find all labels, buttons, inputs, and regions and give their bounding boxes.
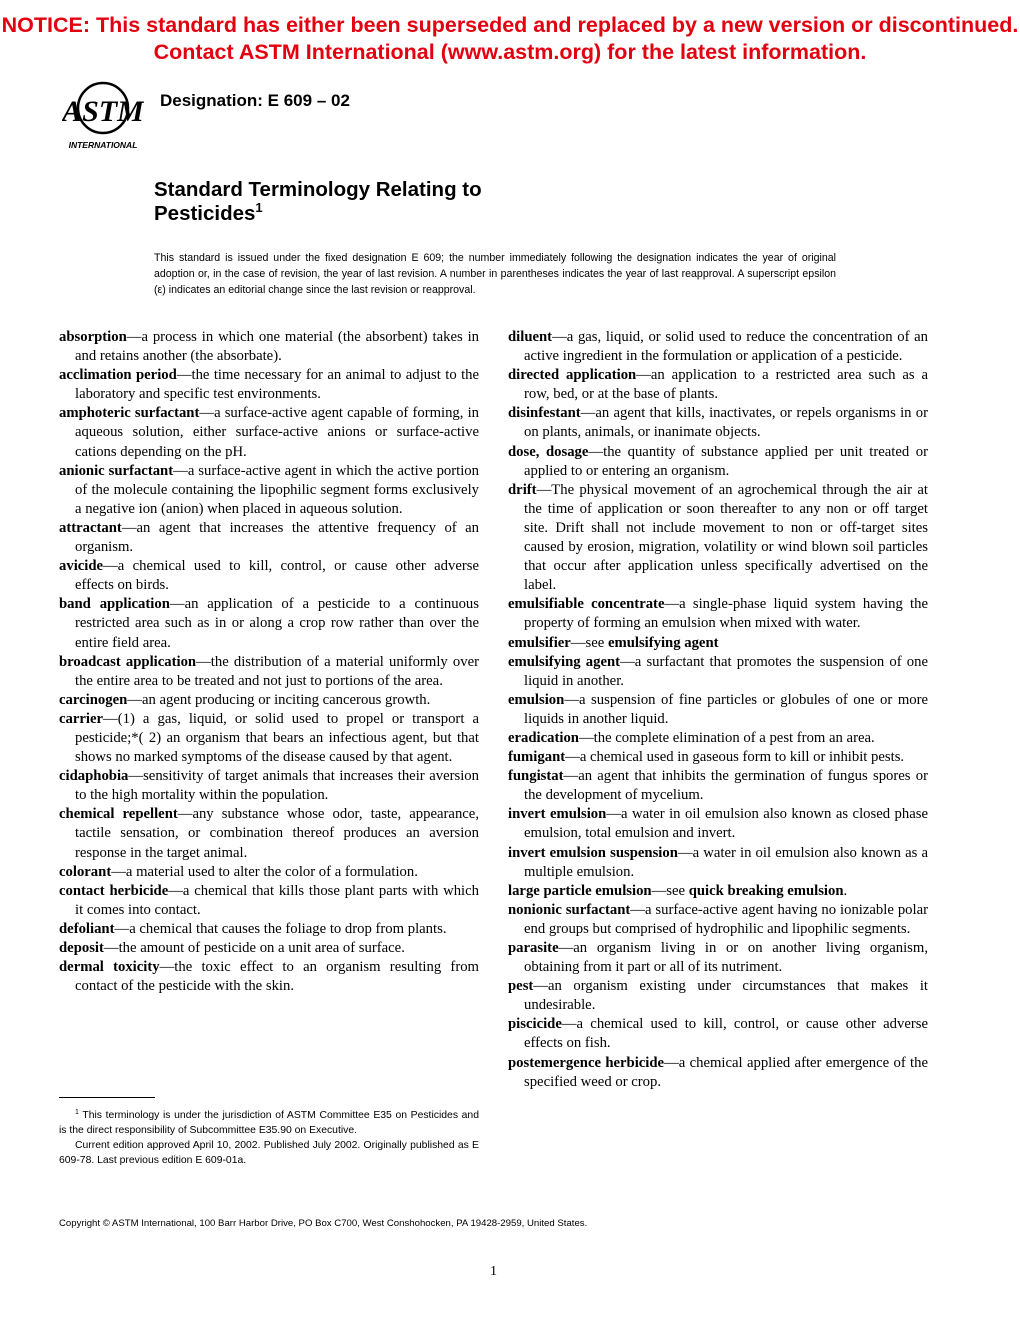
- definition: an organism living in or on another living organism, obtaining from it part or all of its nutriment.: [524, 940, 928, 976]
- footnote: [59, 1108, 479, 1168]
- definition: a chemical used to kill, control, or cause other adverse effects on birds.: [75, 558, 479, 594]
- title-footnote-mark: 1: [255, 200, 263, 215]
- term: defoliant: [59, 920, 115, 937]
- definition: a suspension of fine particles or globules of one or more liquids in another liquid.: [524, 691, 928, 727]
- definition: a surface-active agent having no ionizable polar end groups but comprised of hydrophilic and lipophilic segments.: [524, 901, 928, 937]
- term-entry: emulsifiable concentrate—a single-phase liquid system having the property of forming an emulsion when mixed with water.: [508, 596, 928, 632]
- term-entry: invert emulsion suspension—a water in oil emulsion also known as a multiple emulsion.: [508, 844, 929, 880]
- definition: a water in oil emulsion also known as a multiple emulsion.: [524, 844, 929, 880]
- term-entry: acclimation period—the time necessary for an animal to adjust to the laboratory and specific test environments.: [59, 367, 480, 403]
- term-entry: emulsifying agent—a surfactant that promotes the suspension of one liquid in another.: [508, 653, 928, 689]
- term: postemergence herbicide: [508, 1054, 665, 1071]
- term: avicide: [59, 558, 104, 575]
- definition: the complete elimination of a pest from an area.: [593, 729, 875, 746]
- term: dermal toxicity: [59, 959, 160, 976]
- definition: a surface-active agent capable of forming, in aqueous solution, either surface-active anions or surface-active cations depending on the pH.: [75, 405, 479, 460]
- term-entry: diluent—a gas, liquid, or solid used to reduce the concentration of an active ingredient in the formulation or application of a pesticide.: [508, 329, 928, 365]
- term-entry: fumigant—a chemical used in gaseous form to kill or inhibit pests.: [508, 749, 905, 766]
- page-number: 1: [490, 1264, 497, 1279]
- definition: an agent producing or inciting cancerous growth.: [141, 691, 431, 708]
- definition: see: [666, 882, 689, 899]
- definition: a water in oil emulsion also known as closed phase emulsion, total emulsion and invert.: [524, 806, 928, 842]
- term-entry: absorption—a process in which one material (the absorbent) takes in and retains another (the absorbate).: [59, 329, 479, 365]
- term-entry: nonionic surfactant—a surface-active agent having no ionizable polar end groups but comprised of hydrophilic and lipophilic segments.: [508, 901, 928, 937]
- definition: a gas, liquid, or solid used to reduce the concentration of an active ingredient in the formulation or application of a pesticide.: [524, 329, 928, 365]
- term-entry: piscicide—a chemical used to kill, control, or cause other adverse effects on fish.: [508, 1016, 928, 1052]
- term-entry: invert emulsion—a water in oil emulsion also known as closed phase emulsion, total emulsion and invert.: [508, 806, 928, 842]
- term-entry: defoliant—a chemical that causes the foliage to drop from plants.: [59, 920, 447, 937]
- supersession-notice: [0, 12, 1020, 66]
- term-entry: postemergence herbicide—a chemical applied after emergence of the specified weed or crop.: [508, 1054, 928, 1090]
- term: broadcast application: [59, 653, 197, 670]
- term: colorant: [59, 863, 112, 880]
- term-entry: drift—The physical movement of an agrochemical through the air at the time of application or soon thereafter to any non or off target site. Drift shall not include movement to non or off-target sites caused by erosion, migration, volatility or wind blown soil particles that occur after application unless specifically advertised on the label.: [508, 481, 928, 594]
- definition: (1) a gas, liquid, or solid used to propel or transport a pesticide;*( 2) an organism that bears an infectious agent, but that shows no marked symptoms of the disease caused by that agent.: [75, 710, 479, 766]
- term: emulsifiable concentrate: [508, 596, 665, 613]
- term: absorption: [59, 329, 127, 345]
- term: amphoteric surfactant: [59, 405, 200, 422]
- term-entry: large particle emulsion—see quick breaking emulsion.: [508, 882, 848, 899]
- copyright: Copyright © ASTM International, 100 Barr Harbor Drive, PO Box C700, West Conshohocken, PA 19428-2959, United States.: [59, 1218, 588, 1229]
- definition: an agent that inhibits the germination of fungus spores or the development of mycelium.: [524, 768, 928, 804]
- term: large particle emulsion: [508, 882, 652, 899]
- definition: a material used to alter the color of a formulation.: [125, 863, 418, 880]
- term: deposit: [59, 940, 104, 956]
- footnote-mark: 1: [75, 1109, 79, 1116]
- term: emulsifying agent: [508, 653, 621, 670]
- term: drift: [508, 481, 537, 498]
- definition: an application of a pesticide to a continuous restricted area such as in or along a crop row rather than over the entire field area.: [75, 596, 479, 651]
- issuance-note: This standard is issued under the fixed designation E 609; the number immediately following the designation indicates the year of original adoption or, in the case of revision, the year of last revision. A number in parentheses indicates the year of last reapproval. A superscript epsilon (ε) indicates an editorial change since the last revision or reapproval.: [154, 252, 836, 296]
- title-line-2: Pesticides: [154, 202, 256, 225]
- term: cidaphobia: [59, 768, 129, 785]
- term-entry: broadcast application—the distribution of a material uniformly over the entire area to be treated and not just to portions of the area.: [59, 653, 479, 689]
- term: invert emulsion: [508, 806, 607, 823]
- term: disinfestant: [508, 405, 581, 422]
- term: nonionic surfactant: [508, 901, 631, 918]
- term-entry: attractant—an agent that increases the attentive frequency of an organism.: [59, 519, 479, 556]
- footnote-text-1: This terminology is under the jurisdiction of ASTM Committee E35 on Pesticides and is the direct responsibility of Subcommittee E35.90 on Executive.: [59, 1110, 479, 1136]
- notice-line-2: Contact ASTM International (www.astm.org) for the latest information.: [153, 40, 867, 64]
- term: carcinogen: [59, 691, 128, 708]
- footnote-paragraph-2: Current edition approved April 10, 2002. Published July 2002. Originally published as E 609-78. Last previous edition E 609-01a.: [59, 1140, 479, 1166]
- definition: an application to a restricted area such as a row, bed, or at the base of plants.: [524, 367, 928, 403]
- term-entry: parasite—an organism living in or on another living organism, obtaining from it part or all of its nutriment.: [508, 940, 928, 976]
- term-entry: anionic surfactant—a surface-active agent in which the active portion of the molecule containing the lipophilic segment forms exclusively a negative ion (anion) when placed in aqueous solution.: [59, 462, 479, 517]
- definition: any substance whose odor, taste, appearance, tactile sensation, or combination thereof produces an aversion response in the target animal.: [75, 806, 479, 861]
- definition: the amount of pesticide on a unit area of surface.: [118, 940, 405, 956]
- logo-letters: ASTM: [62, 95, 144, 128]
- astm-logo-icon: [62, 80, 144, 152]
- definition: an agent that kills, inactivates, or repels organisms in or on plants, animals, or inanimate objects.: [524, 405, 928, 441]
- term-entry: dose, dosage—the quantity of substance applied per unit treated or applied to or entering an organism.: [508, 443, 929, 479]
- term-entry: eradication—the complete elimination of a pest from an area.: [508, 729, 875, 746]
- definition: a chemical applied after emergence of the specified weed or crop.: [524, 1054, 928, 1090]
- term-entry: fungistat—an agent that inhibits the germination of fungus spores or the development of mycelium.: [508, 768, 928, 804]
- term: band application: [59, 596, 170, 613]
- terms-column-left: [59, 328, 479, 996]
- term: emulsifier: [508, 634, 571, 651]
- title-line-1: Standard Terminology Relating to: [154, 178, 482, 201]
- term-entry: dermal toxicity—the toxic effect to an organism resulting from contact of the pesticide with the skin.: [59, 959, 479, 995]
- term: emulsion: [508, 691, 565, 708]
- term: acclimation period: [59, 367, 177, 384]
- definition: a chemical that kills those plant parts with which it comes into contact.: [75, 882, 480, 918]
- definition: the quantity of substance applied per unit treated or applied to or entering an organism.: [524, 443, 929, 479]
- definition-tail: .: [843, 882, 848, 899]
- term-entry: disinfestant—an agent that kills, inactivates, or repels organisms in or on plants, animals, or inanimate objects.: [508, 405, 928, 441]
- term-entry: emulsion—a suspension of fine particles or globules of one or more liquids in another liquid.: [508, 691, 928, 727]
- term-entry: cidaphobia—sensitivity of target animals that increases their aversion to the high mortality within the population.: [59, 768, 479, 804]
- definition: an organism existing under circumstances that makes it undesirable.: [524, 978, 928, 1014]
- definition: a single-phase liquid system having the property of forming an emulsion when mixed with water.: [524, 596, 928, 632]
- footnote-paragraph-1: [59, 1108, 479, 1138]
- document-title: [154, 178, 482, 226]
- definition: an agent that increases the attentive frequency of an organism.: [75, 519, 479, 556]
- definition: The physical movement of an agrochemical through the air at the time of application or soon thereafter to any non or off target site. Drift shall not include movement to non or off-target sites caused by erosion, migration, volatility or wind blown soil particles that occur after application unless specifically advertised on the label.: [524, 481, 928, 594]
- definition: the time necessary for an animal to adjust to the laboratory and specific test environments.: [75, 367, 480, 403]
- term: piscicide: [508, 1016, 562, 1033]
- term-entry: band application—an application of a pesticide to a continuous restricted area such as in or along a crop row rather than over the entire field area.: [59, 596, 479, 651]
- term-entry: carrier—(1) a gas, liquid, or solid used to propel or transport a pesticide;*( 2) an organism that bears an infectious agent, but that shows no marked symptoms of the disease caused by that agent.: [59, 710, 479, 766]
- term: fumigant: [508, 749, 566, 766]
- term: eradication: [508, 729, 579, 746]
- term-entry: colorant—a material used to alter the color of a formulation.: [59, 863, 418, 880]
- term: diluent: [508, 329, 553, 345]
- definition: a chemical that causes the foliage to drop from plants.: [129, 920, 447, 937]
- notice-line-1: NOTICE: This standard has either been superseded and replaced by a new version or discontinued.: [1, 13, 1019, 37]
- term-entry: avicide—a chemical used to kill, control, or cause other adverse effects on birds.: [59, 558, 479, 594]
- term: chemical repellent: [59, 806, 178, 823]
- definition: a process in which one material (the absorbent) takes in and retains another (the absorbate).: [75, 329, 479, 365]
- terms-column-right: [508, 328, 928, 1092]
- term-entry: contact herbicide—a chemical that kills those plant parts with which it comes into contact.: [59, 882, 480, 918]
- astm-logo: [62, 80, 144, 152]
- term: fungistat: [508, 768, 564, 785]
- definition: the toxic effect to an organism resulting from contact of the pesticide with the skin.: [75, 959, 479, 995]
- definition: a surface-active agent in which the active portion of the molecule containing the lipophilic segment forms exclusively a negative ion (anion) when placed in aqueous solution.: [75, 462, 479, 517]
- cross-reference: quick breaking emulsion: [688, 882, 844, 899]
- definition: sensitivity of target animals that increases their aversion to the high mortality within the population.: [75, 768, 479, 804]
- term: invert emulsion suspension: [508, 844, 678, 861]
- term-entry: emulsifier—see emulsifying agent: [508, 634, 719, 651]
- term-entry: deposit—the amount of pesticide on a unit area of surface.: [59, 940, 405, 956]
- cross-reference: emulsifying agent: [607, 634, 719, 651]
- definition: see: [585, 634, 608, 651]
- term-entry: pest—an organism existing under circumstances that makes it undesirable.: [508, 978, 928, 1014]
- designation: Designation: E 609 – 02: [160, 91, 350, 110]
- term: contact herbicide: [59, 882, 169, 899]
- term: anionic surfactant: [59, 462, 174, 479]
- term-entry: directed application—an application to a restricted area such as a row, bed, or at the base of plants.: [508, 367, 928, 403]
- term: directed application: [508, 367, 637, 384]
- term: attractant: [59, 519, 122, 536]
- term: parasite: [508, 940, 559, 956]
- logo-caption: INTERNATIONAL: [68, 140, 138, 150]
- term-entry: amphoteric surfactant—a surface-active agent capable of forming, in aqueous solution, either surface-active anions or surface-active cations depending on the pH.: [59, 405, 479, 460]
- definition: a surfactant that promotes the suspension of one liquid in another.: [524, 653, 928, 689]
- definition: a chemical used to kill, control, or cause other adverse effects on fish.: [524, 1016, 928, 1052]
- term-entry: carcinogen—an agent producing or inciting cancerous growth.: [59, 691, 431, 708]
- term: pest: [508, 978, 534, 995]
- term-entry: chemical repellent—any substance whose odor, taste, appearance, tactile sensation, or combination thereof produces an aversion response in the target animal.: [59, 806, 479, 861]
- definition: the distribution of a material uniformly over the entire area to be treated and not just to portions of the area.: [75, 653, 479, 689]
- definition: a chemical used in gaseous form to kill or inhibit pests.: [579, 749, 905, 766]
- term: dose, dosage: [508, 443, 589, 460]
- term: carrier: [59, 710, 104, 727]
- footnote-rule: [59, 1097, 155, 1098]
